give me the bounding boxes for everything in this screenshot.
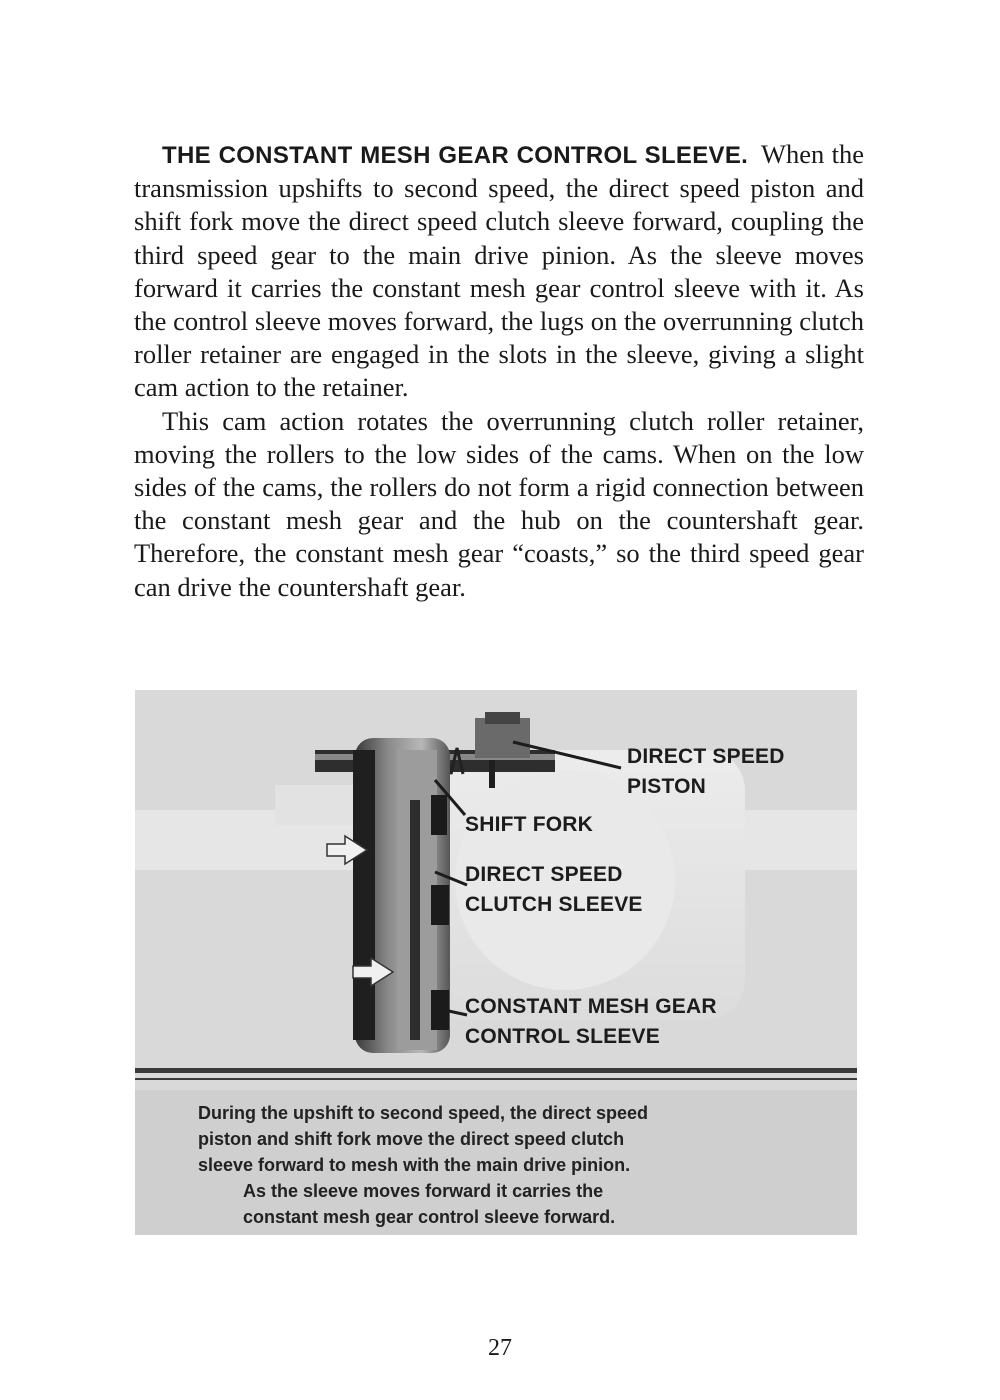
figure-caption — [135, 1090, 857, 1235]
paragraph-1 — [134, 138, 864, 405]
caption-line: As the sleeve moves forward it carries the — [243, 1181, 604, 1201]
callout-direct-speed-clutch-sleeve: DIRECT SPEED CLUTCH SLEEVE — [465, 863, 643, 916]
piston-cap — [485, 712, 520, 724]
caption-line: piston and shift fork move the direct speed clutch — [198, 1129, 625, 1149]
caption-rule-thin — [135, 1078, 857, 1080]
caption-line: During the upshift to second speed, the direct speed — [198, 1103, 649, 1123]
piston-rod — [489, 760, 495, 788]
callout-shift-fork: SHIFT FORK — [465, 813, 593, 836]
sleeve-groove — [410, 800, 420, 1040]
caption-line: sleeve forward to mesh with the main drive pinion. — [198, 1155, 631, 1175]
paragraph-2: This cam action rotates the overrunning clutch roller retainer, moving the rollers to the low sides of the cams. When on the low sides of the cams, the rollers do not form a rigid connection between the constant mesh gear and the hub on the countershaft gear. Therefore, the constant mesh gear “coasts,” so the third speed gear can drive the countershaft gear. — [134, 405, 864, 602]
fork-tip-middle — [431, 885, 449, 925]
paragraph-1-text: When the transmission upshifts to second speed, the direct speed piston and shift fork move the direct speed clutch sleeve forward, coupling the third speed gear to the main drive pinion. As the sleeve moves forward it carries the constant mesh gear control sleeve with it. As the control sleeve moves forward, the lugs on the overrunning clutch roller retainer are engaged in the slots in the sleeve, giving a slight cam action to the retainer. — [134, 139, 864, 403]
callout-direct-speed-piston: DIRECT SPEED PISTON — [627, 745, 785, 798]
drum-edge — [353, 750, 375, 1040]
body-text — [134, 138, 864, 604]
section-heading: THE CONSTANT MESH GEAR CONTROL SLEEVE. — [162, 142, 749, 169]
callout-constant-mesh-gear-control-sleeve: CONSTANT MESH GEAR CONTROL SLEEVE — [465, 995, 717, 1048]
transmission-figure — [135, 690, 857, 1235]
caption-line: constant mesh gear control sleeve forward. — [243, 1207, 616, 1227]
caption-rule-thick — [135, 1068, 857, 1073]
fork-tip-upper — [431, 795, 447, 835]
page-number: 27 — [488, 1335, 512, 1361]
